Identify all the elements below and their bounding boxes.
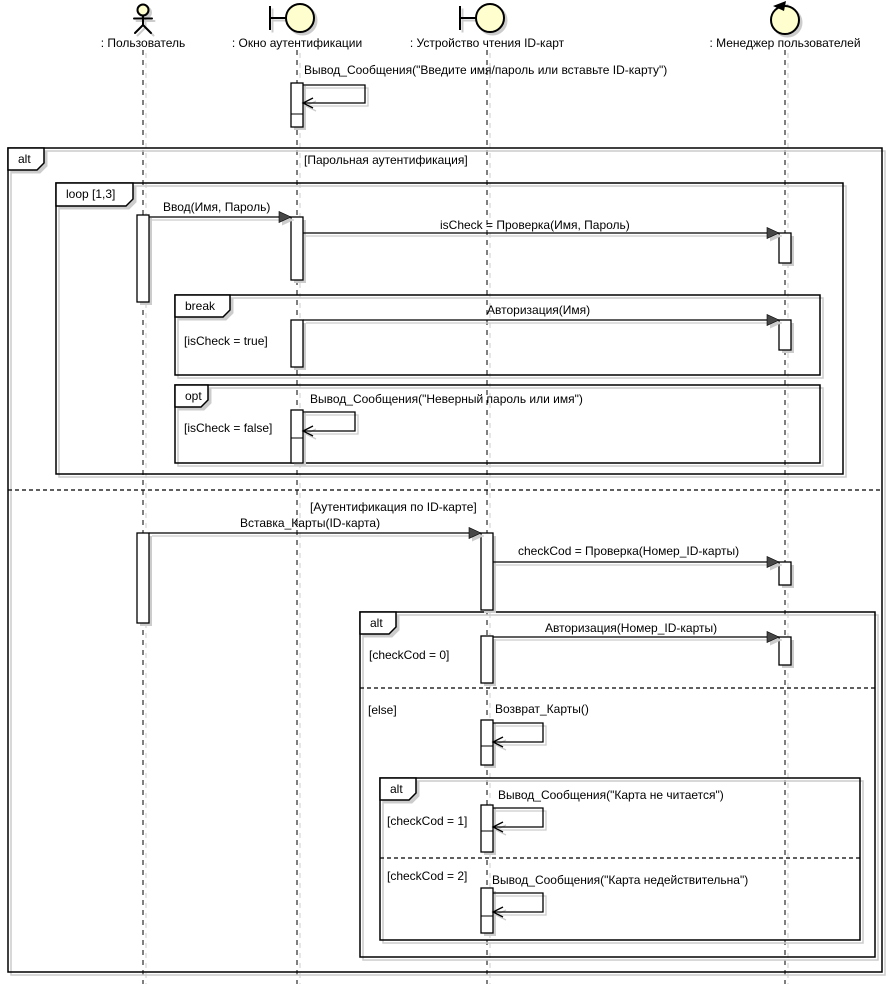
activation-bar	[779, 320, 791, 350]
shadow	[59, 186, 846, 477]
activation-bar	[481, 805, 493, 852]
activation-bar	[137, 533, 149, 623]
activation-bar	[481, 888, 493, 933]
fragment-tab	[8, 148, 44, 170]
fragment-guard-label: [else]	[368, 703, 397, 717]
message-label: Вывод_Сообщения("Карта не читается")	[498, 788, 724, 802]
control-icon	[771, 6, 799, 34]
shadow	[178, 388, 823, 466]
fragment-tab	[175, 385, 208, 407]
fragment-guard-label: [Аутентификация по ID-карте]	[310, 500, 477, 514]
fragment-tab	[380, 778, 416, 800]
message-label: Авторизация(Имя)	[487, 303, 591, 317]
fragment-operator-label: alt	[370, 616, 383, 630]
shadow	[383, 781, 863, 943]
fragment-operator-label: alt	[18, 152, 31, 166]
fragment-tab	[360, 612, 396, 634]
message-label: Вывод_Сообщения("Введите имя/пароль или вставьте ID-карту")	[304, 63, 668, 77]
boundary-icon	[286, 4, 314, 32]
fragment-guard-label: [checkCod = 0]	[369, 648, 450, 662]
shadow	[178, 298, 823, 378]
message-label: Вывод_Сообщения("Карта недействительна")	[492, 873, 749, 887]
fragment-operator-label: alt	[390, 782, 403, 796]
activation-bar	[137, 215, 149, 302]
fragment-guard-label: [checkCod = 2]	[387, 869, 468, 883]
fragment-operator-label: break	[185, 299, 216, 313]
activation-bar	[291, 410, 303, 463]
message-label: Ввод(Имя, Пароль)	[163, 200, 271, 214]
message-label: Вывод_Сообщения("Неверный пароль или имя")	[310, 392, 583, 406]
boundary-icon	[476, 4, 504, 32]
fragment-operator-label: loop [1,3]	[66, 187, 116, 201]
message-label: Возврат_Карты()	[495, 702, 589, 716]
lifeline-label-auth-window: : Окно аутентификации	[231, 36, 363, 50]
message-label: isCheck = Проверка(Имя, Пароль)	[440, 218, 630, 232]
activation-bar	[291, 217, 303, 280]
activation-bar	[481, 636, 493, 683]
fragment-operator-label: opt	[185, 389, 202, 403]
fragment-guard-label: [checkCod = 1]	[387, 814, 468, 828]
fragment-box	[175, 295, 820, 375]
fragment-box	[56, 183, 843, 474]
lifeline-label-card-reader: : Устройство чтения ID-карт	[409, 36, 565, 50]
activation-bar	[481, 533, 493, 610]
fragment-box	[175, 385, 820, 463]
fragment-tab	[175, 295, 230, 317]
actor-icon	[138, 5, 149, 16]
fragment-guard-label: [isCheck = true]	[184, 334, 268, 348]
fragment-tab	[56, 183, 133, 206]
activation-bar	[481, 720, 493, 765]
fragment-guard-label: [Парольная аутентификация]	[304, 153, 468, 167]
message-label: Авторизация(Номер_ID-карты)	[545, 621, 718, 635]
activation-bar	[779, 637, 791, 665]
lifeline-label-user: : Пользователь	[100, 36, 186, 50]
fragment-guard-label: [isCheck = false]	[184, 421, 273, 435]
activation-bar	[779, 233, 791, 263]
message-label: Вставка_Карты(ID-карта)	[240, 516, 381, 530]
activation-bar	[291, 320, 303, 367]
fragment-box	[360, 612, 875, 957]
activation-bar	[291, 83, 303, 127]
shadow	[363, 615, 878, 960]
message-label: checkCod = Проверка(Номер_ID-карты)	[518, 544, 740, 558]
lifeline-label-user-manager: : Менеджер пользователей	[709, 36, 861, 50]
